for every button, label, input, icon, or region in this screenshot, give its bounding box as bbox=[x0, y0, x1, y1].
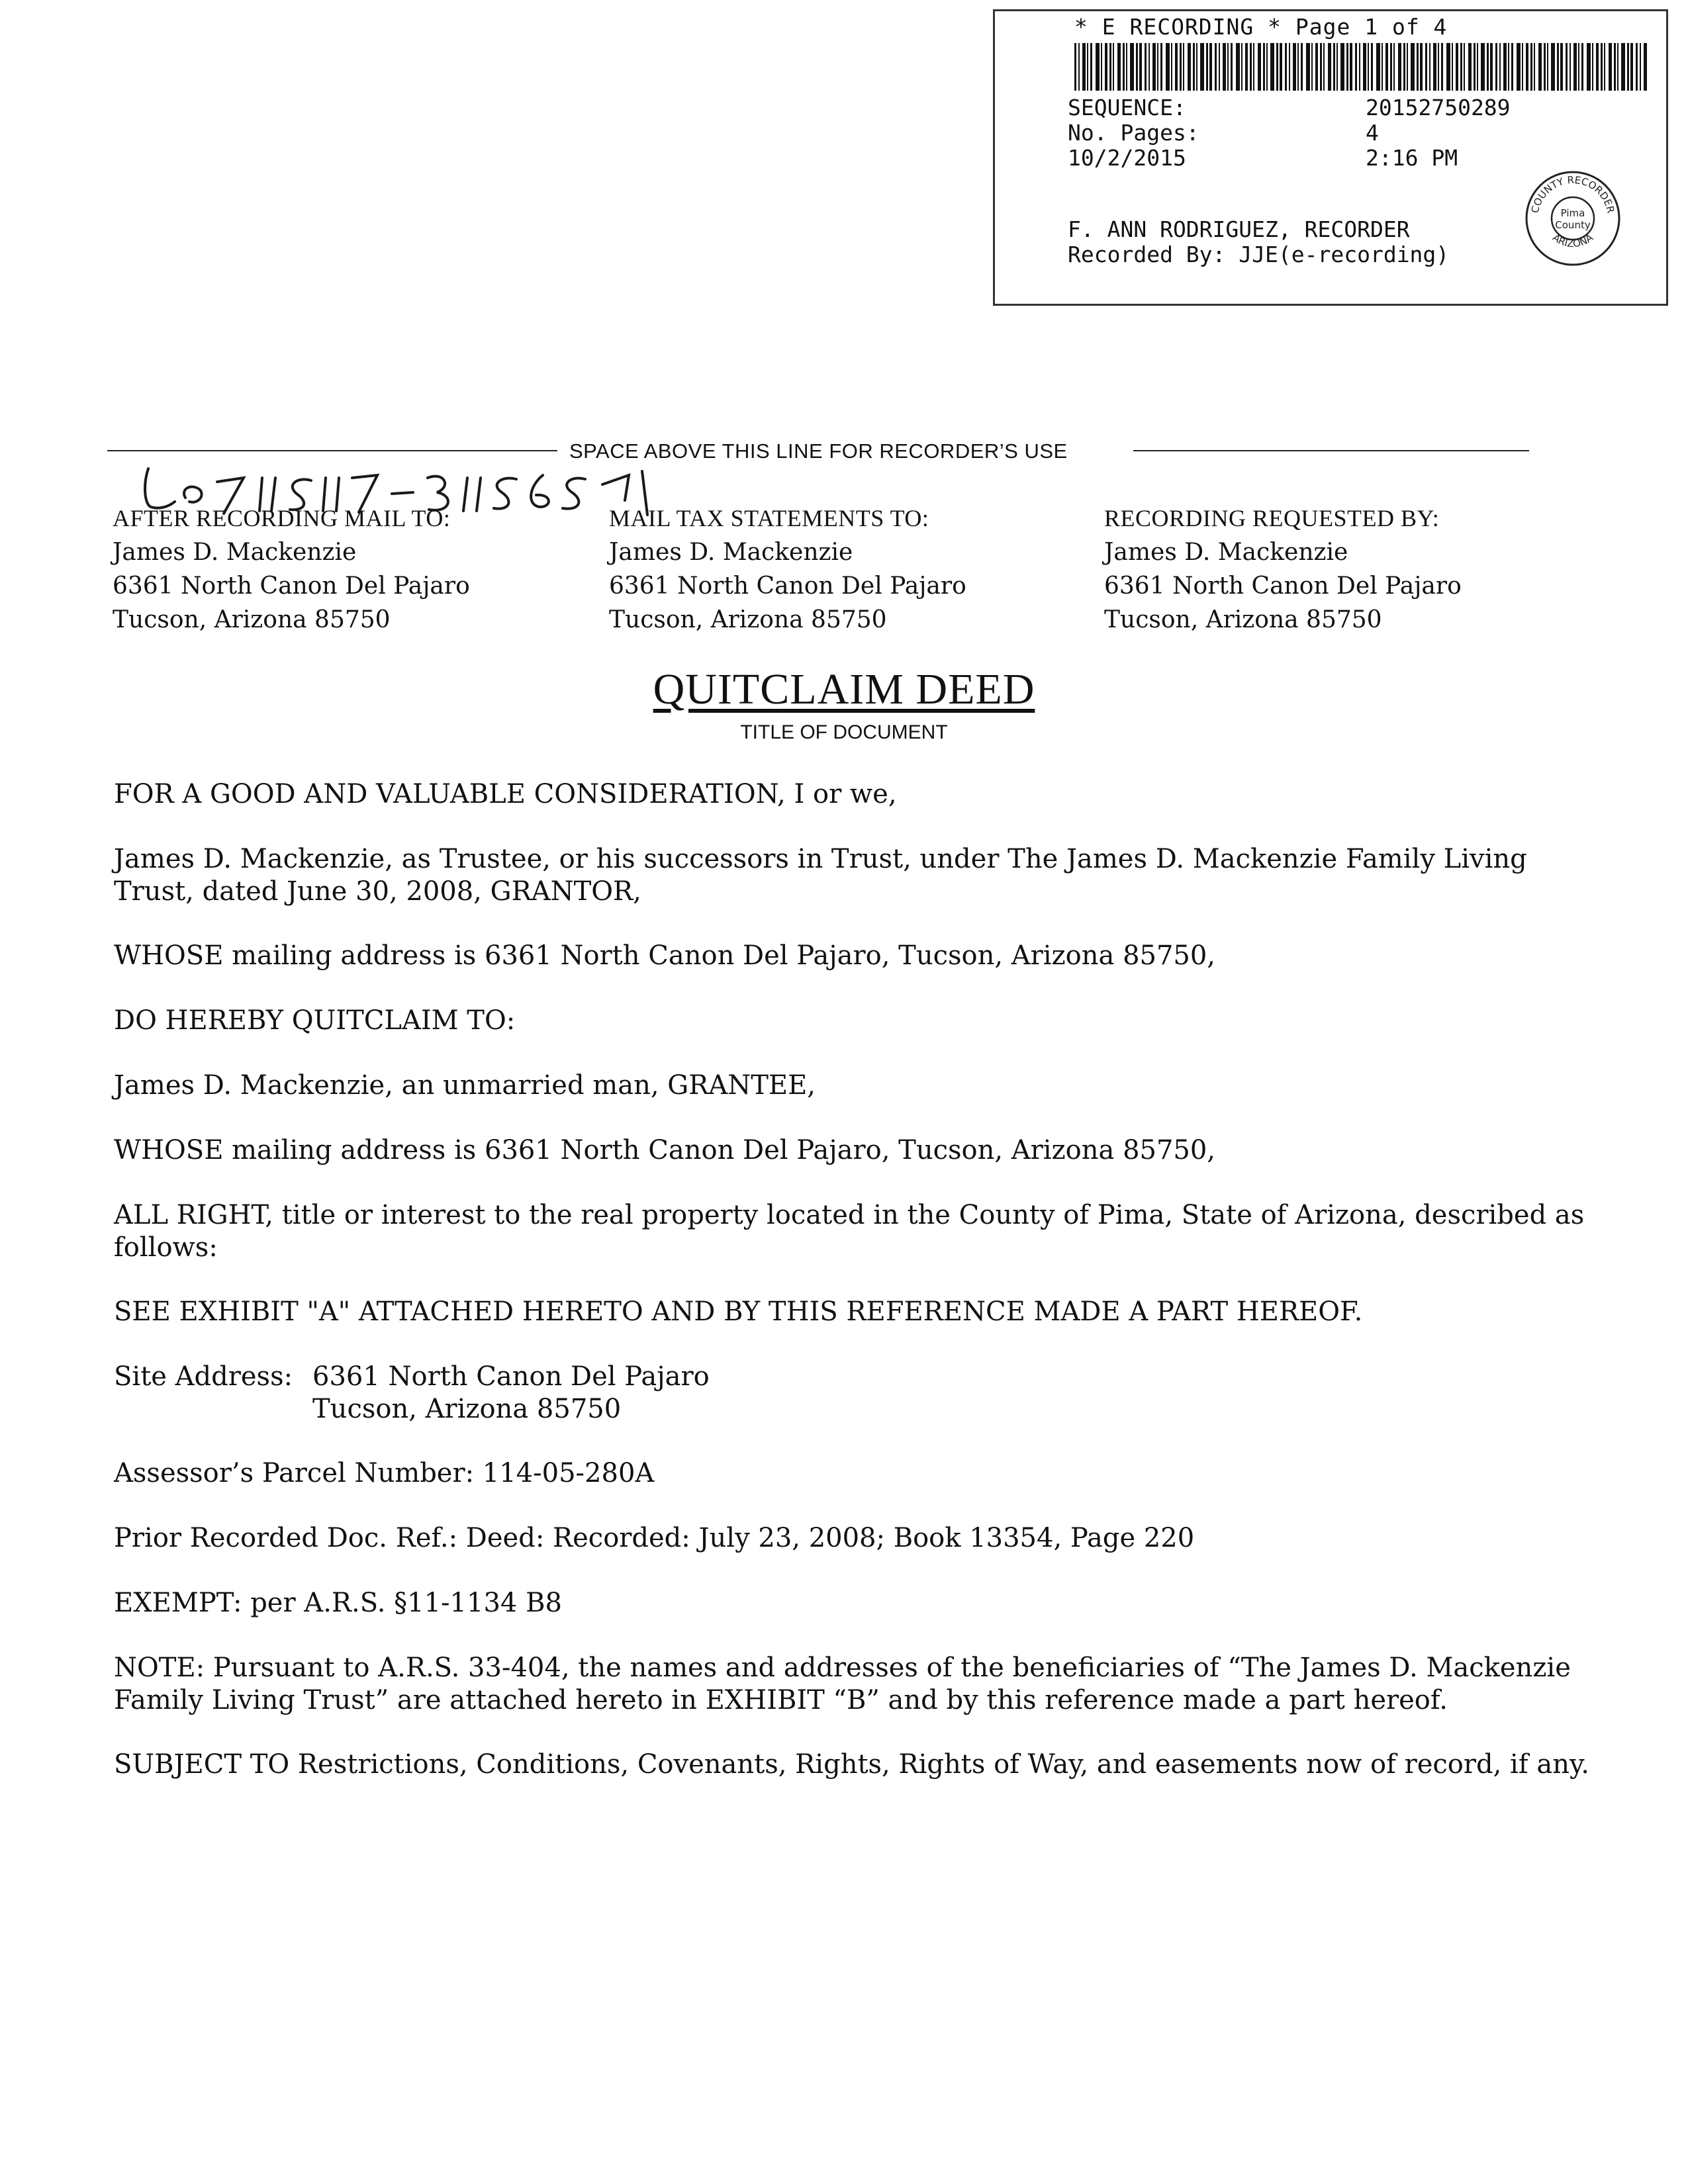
site-address-line2: Tucson, Arizona 85750 bbox=[312, 1394, 622, 1424]
address-city: Tucson, Arizona 85750 bbox=[609, 606, 887, 633]
prior-doc-ref-paragraph: Prior Recorded Doc. Ref.: Deed: Recorded: July 23, 2008; Book 13354, Page 220 bbox=[114, 1523, 1195, 1553]
county-recorder-seal-icon bbox=[1523, 169, 1622, 268]
recorder-use-label: SPACE ABOVE THIS LINE FOR RECORDER’S USE bbox=[569, 439, 1068, 463]
recording-requested-by bbox=[1104, 502, 1568, 637]
exhibit-a-paragraph: SEE EXHIBIT "A" ATTACHED HERETO AND BY THIS REFERENCE MADE A PART HEREOF. bbox=[114, 1297, 1363, 1327]
grantee-paragraph: James D. Mackenzie, an unmarried man, GRANTEE, bbox=[114, 1070, 816, 1101]
recording-date: 10/2/2015 bbox=[1068, 145, 1186, 171]
address-heading: AFTER RECORDING MAIL TO: bbox=[113, 505, 451, 531]
recorder-line-left bbox=[107, 450, 557, 451]
after-recording-mail-to bbox=[113, 502, 576, 637]
exempt-paragraph: EXEMPT: per A.R.S. §11-1134 B8 bbox=[114, 1588, 562, 1618]
address-name: James D. Mackenzie bbox=[1104, 539, 1348, 566]
address-city: Tucson, Arizona 85750 bbox=[113, 606, 391, 633]
grantor-address-paragraph: WHOSE mailing address is 6361 North Canon Del Pajaro, Tucson, Arizona 85750, bbox=[114, 940, 1216, 971]
stamp-header: * E RECORDING * Page 1 of 4 bbox=[1074, 14, 1448, 40]
barcode-image bbox=[1074, 43, 1650, 91]
address-name: James D. Mackenzie bbox=[609, 539, 853, 566]
quitclaim-paragraph: DO HEREBY QUITCLAIM TO: bbox=[114, 1005, 516, 1036]
address-heading: RECORDING REQUESTED BY: bbox=[1104, 505, 1440, 531]
mail-tax-statements-to bbox=[609, 502, 1072, 637]
recorder-line-right bbox=[1133, 450, 1529, 451]
address-city: Tucson, Arizona 85750 bbox=[1104, 606, 1382, 633]
grantor-paragraph: James D. Mackenzie, as Trustee, or his successors in Trust, under The James D. Mackenzie Family Living Trust, dated June 30, 2008, GRANTOR, bbox=[114, 844, 1527, 907]
pages-label: No. Pages: bbox=[1068, 120, 1199, 146]
sequence-value: 20152750289 bbox=[1366, 95, 1511, 120]
note-paragraph: NOTE: Pursuant to A.R.S. 33-404, the names and addresses of the beneficiaries of “The James D. Mackenzie Family Living Trust” are attached hereto in EXHIBIT “B” and by this reference made a part hereof. bbox=[114, 1653, 1571, 1715]
document-title: QUITCLAIM DEED bbox=[653, 665, 1035, 713]
site-address-block bbox=[114, 1361, 1590, 1426]
recorded-by: Recorded By: JJE(e-recording) bbox=[1068, 242, 1450, 267]
svg-text:COUNTY RECORDER: COUNTY RECORDER bbox=[1528, 173, 1617, 214]
recorder-stamp-box bbox=[993, 9, 1668, 306]
svg-text:Pima: Pima bbox=[1560, 207, 1585, 219]
address-street: 6361 North Canon Del Pajaro bbox=[1104, 572, 1462, 600]
parcel-number-paragraph: Assessor’s Parcel Number: 114-05-280A bbox=[114, 1458, 655, 1488]
svg-text:County: County bbox=[1555, 219, 1591, 231]
address-name: James D. Mackenzie bbox=[113, 539, 357, 566]
recording-time: 2:16 PM bbox=[1366, 145, 1458, 171]
pages-value: 4 bbox=[1366, 120, 1379, 146]
recorder-name: F. ANN RODRIGUEZ, RECORDER bbox=[1068, 216, 1410, 242]
site-address-line1: 6361 North Canon Del Pajaro bbox=[312, 1361, 710, 1392]
sequence-label: SEQUENCE: bbox=[1068, 95, 1186, 120]
grantee-address-paragraph: WHOSE mailing address is 6361 North Canon Del Pajaro, Tucson, Arizona 85750, bbox=[114, 1135, 1216, 1165]
address-street: 6361 North Canon Del Pajaro bbox=[113, 572, 470, 600]
svg-text:ARIZONA: ARIZONA bbox=[1550, 231, 1595, 250]
address-heading: MAIL TAX STATEMENTS TO: bbox=[609, 505, 929, 531]
consideration-paragraph: FOR A GOOD AND VALUABLE CONSIDERATION, I or we, bbox=[114, 779, 897, 809]
site-address-label: Site Address: bbox=[114, 1361, 293, 1392]
address-street: 6361 North Canon Del Pajaro bbox=[609, 572, 966, 600]
property-paragraph: ALL RIGHT, title or interest to the real property located in the County of Pima, State of Arizona, described as follows: bbox=[114, 1200, 1585, 1263]
document-subtitle: TITLE OF DOCUMENT bbox=[740, 721, 948, 743]
subject-to-paragraph: SUBJECT TO Restrictions, Conditions, Covenants, Rights, Rights of Way, and easements now of record, if any. bbox=[114, 1749, 1589, 1780]
